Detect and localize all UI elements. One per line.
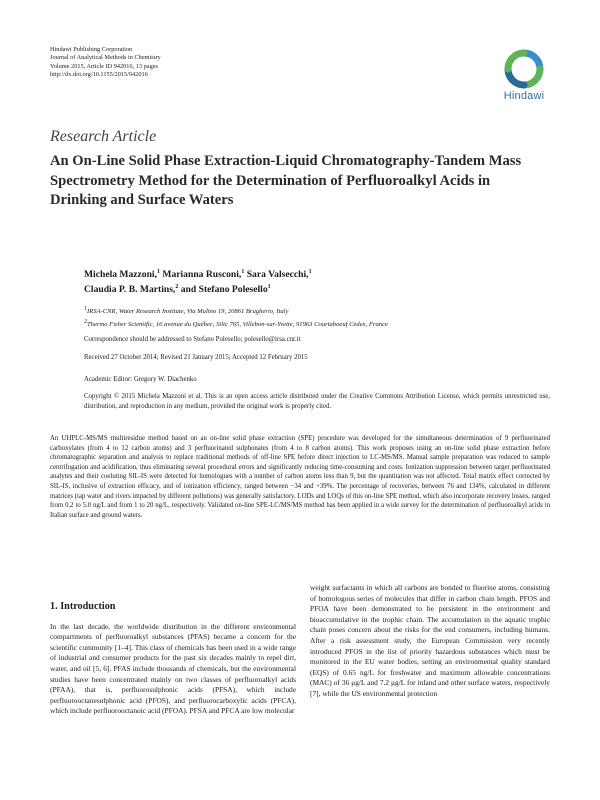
publication-dates: Received 27 October 2014; Revised 21 January 2015; Accepted 12 February 2015 [84, 354, 308, 361]
journal-name: Journal of Analytical Methods in Chemistry [50, 54, 161, 62]
affiliation-2: $^2$Thermo Fisher Scientific, 16 avenue du Québec, Silic 765, Villebon-sur-Yvette, 91963 Courtaboeuf Cedex, France [84, 319, 388, 329]
article-doi[interactable]: http://dx.doi.org/10.1155/2015/942016 [50, 71, 148, 79]
affiliation-1: $^1$IRSA-CNR, Water Research Institute, Via Mulino 19, 20861 Brugherio, Italy [84, 306, 289, 316]
article-type: Research Article [50, 128, 157, 145]
hindawi-logo-icon [500, 49, 548, 89]
author: Marianna Rusconi,$^1$ [162, 269, 245, 281]
author-list [84, 266, 554, 296]
correspondence: Correspondence should be addressed to Stefano Polesello; polesello@irsa.cnr.it [84, 336, 301, 343]
introduction-left-column [50, 602, 296, 717]
article-title: An On-Line Solid Phase Extraction-Liquid Chromatography-Tandem Mass Spectrometry Method for the Determination of Perfluoroalkyl Acids in Drinking and Surface Waters [50, 153, 522, 208]
section-heading-introduction: 1. Introduction [50, 601, 116, 612]
author: Sara Valsecchi,$^1$ [246, 269, 312, 281]
copyright-notice: Copyright © 2015 Michela Mazzoni et al. This is an open access article distributed under the Creative Commons Attribution License, which permits unrestricted use, distribution, and reproduction in any medium, provided the original work is properly cited. [84, 393, 550, 410]
academic-editor: Academic Editor: Gregory W. Diachenko [84, 376, 197, 383]
author: and Stefano Polesello$^1$ [180, 284, 271, 296]
journal-info [50, 46, 161, 80]
author-line-2 [84, 281, 554, 296]
author: Michela Mazzoni,$^1$ [84, 269, 160, 281]
paragraph: weight surfactants in which all carbons are bonded to fluorine atoms, consisting of homologous series of molecules that differ in carbon chain length. PFOS and PFOA have been demonstrated to be persistent in the environment and bioaccumulative in the trophic chain. The accumulation in the aquatic trophic chain poses concern about the risks for the end consumers, including humans. After a risk assessment study, the European Commission very recently introduced PFOS in the list of priority hazardous substances which must be monitored in the EU water bodies, setting an environmental quality standard (EQS) of 0.65 ng/L for freshwater and maximum allowable concentrations (MAC) of 36 μg/L and 7.2 μg/L for inland and other surface waters, respectively [7], while the US environmental protection [310, 583, 550, 698]
publisher-name: Hindawi Publishing Corporation [50, 46, 133, 53]
introduction-right-column [310, 583, 550, 700]
author: Claudia P. B. Martins,$^2$ [84, 284, 179, 296]
author-line-1 [84, 266, 554, 281]
journal-volume: Volume 2015, Article ID 942016, 13 pages [50, 62, 158, 70]
hindawi-logo [500, 49, 548, 107]
affiliations [84, 304, 564, 330]
paragraph: In the last decade, the worldwide distribution in the different environmental compartments of perfluoroalkyl substances (PFAS) became a concern for the scientific community [1–4]. This class of chemicals has been used in a wide range of industrial and consumer products for the past six decades mainly to repel dirt, water, and oil [5, 6]. PFAS include thousands of chemicals, but the environmental studies have been concentrated mainly on two classes of perfluoroalkyl acids (PFAA), that is, perfluorosulphonic acids (PFSA), which include perfluorooctanesulphonic acid (PFOS), and perfluorocarboxylic acids (PFCA), which include perfluorooctanoic acid (PFOA). PFSA and PFCA are low molecular [50, 621, 296, 716]
abstract: An UHPLC-MS/MS multiresidue method based on an on-line solid phase extraction (SPE) procedure was developed for the simultaneous determination of 9 perfluorinated carboxylates (from 4 to 12 carbon atoms) and 3 perfluorinated sulphonates (from 4 to 8 carbon atoms). This work proposes using an on-line solid phase extraction before chromatographic separation and analysis to replace traditional methods of off-line SPE before direct injection to LC-MS/MS. Manual sample preparation was reduced to sample centrifugation and acidification, thus eliminating several procedural errors and significantly reducing time-consuming and costs. Ionization suppression between target perfluorinated analytes and their coeluting SIL-IS were detected for homologues with a number of carbon atoms less than 9, but the quantitation was not affected. Total matrix effect corrected by SIL-IS, inclusive of extraction efficacy, and of ionization efficiency, ranged between −34 and +39%. The percentage of recoveries, between 76 and 134%, calculated in different matrices (tap water and rivers impacted by different pollutions) was generally satisfactory. LODs and LOQs of this on-line SPE method, which also incorporate recovery losses, ranged from 0.2 to 5.0 ng/L and from 1 to 20 ng/L, respectively. Validated on-line SPE-LC/MS/MS method has been applied in a wide survey for the determination of perfluoroalkyl acids in Italian surface and ground waters. [50, 435, 550, 519]
hindawi-logo-text: Hindawi [503, 90, 545, 102]
